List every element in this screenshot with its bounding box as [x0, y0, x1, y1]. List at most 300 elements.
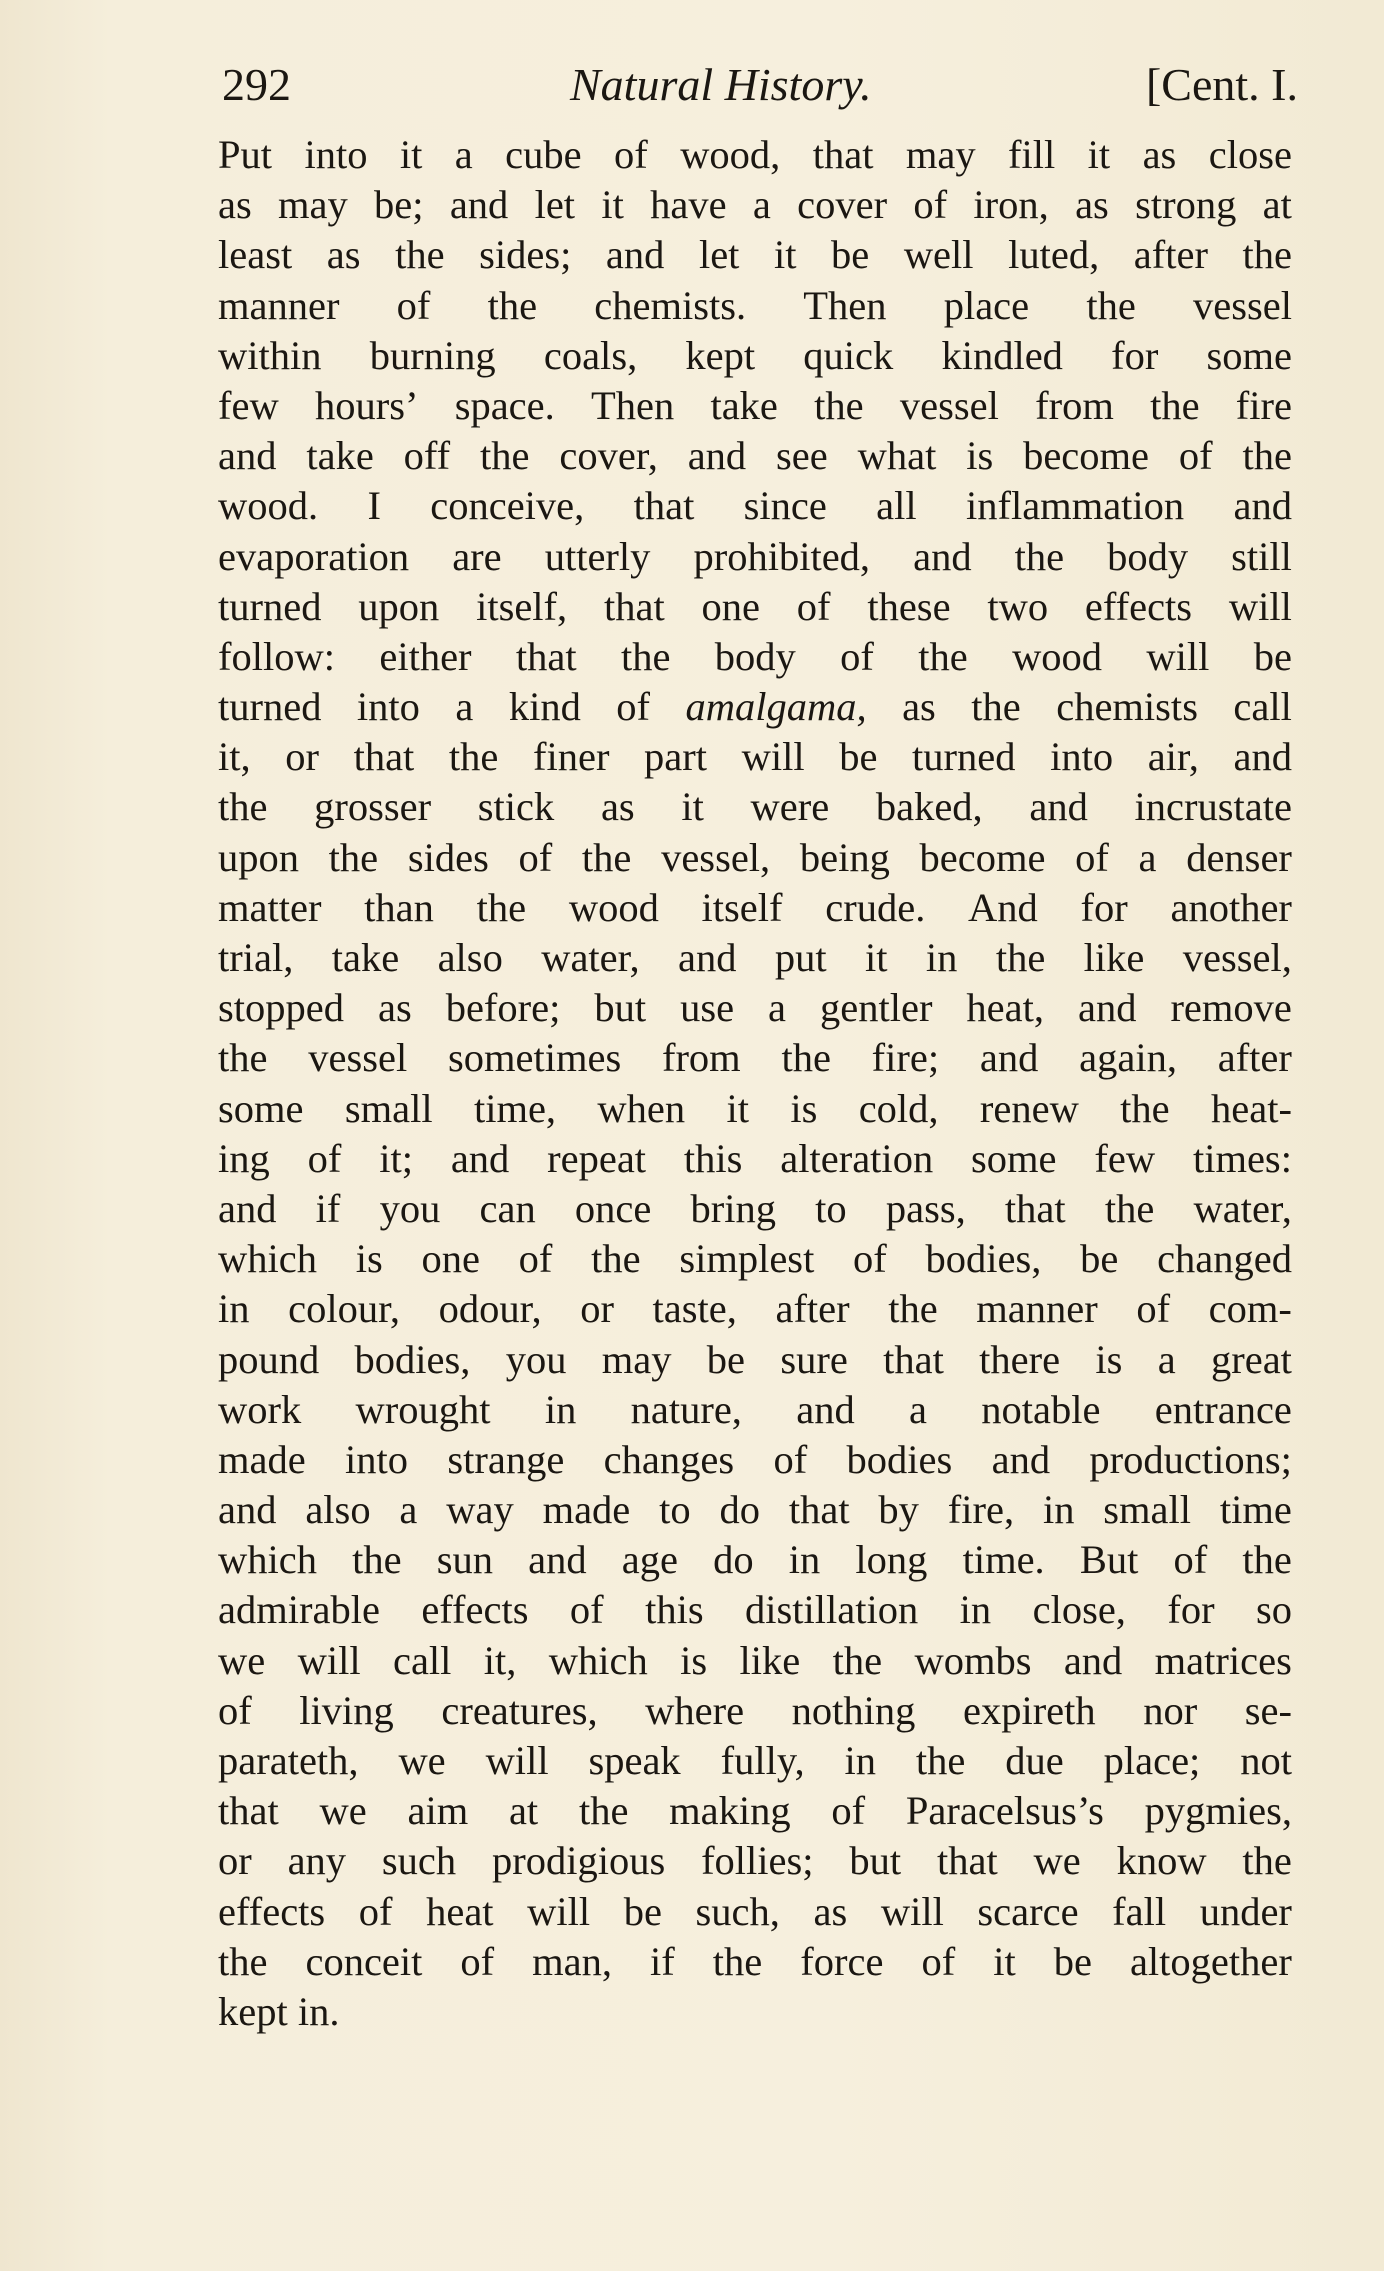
word: making [669, 1788, 791, 1834]
word: call [392, 1637, 452, 1683]
word: way [446, 1487, 514, 1533]
word: man, [532, 1938, 613, 1984]
word: prohibited, [693, 533, 871, 579]
word: coals, [543, 332, 638, 378]
word: denser [1186, 834, 1292, 880]
word: into [304, 132, 368, 177]
word: finer [532, 734, 610, 780]
word: hours’ [314, 382, 419, 428]
word: evaporation [218, 533, 410, 579]
word: place [943, 282, 1030, 328]
word: wood [1012, 633, 1103, 679]
text-line [218, 1234, 1292, 1284]
running-title: Natural History. [570, 59, 872, 110]
word: a [1138, 834, 1157, 880]
word: of [831, 1788, 866, 1834]
word: for [1167, 1587, 1215, 1633]
word: productions; [1089, 1436, 1292, 1482]
word: a [455, 684, 474, 730]
word: nothing [791, 1687, 916, 1733]
text-line [218, 1937, 1292, 1987]
word: inflammation [965, 483, 1185, 529]
word: stick [477, 784, 555, 830]
word: upon [358, 583, 440, 629]
word: if [650, 1938, 675, 1984]
word: nor [1143, 1687, 1198, 1733]
word: is [355, 1236, 383, 1282]
word: we [398, 1738, 446, 1783]
word: of [773, 1436, 808, 1482]
word: where [645, 1687, 745, 1733]
word: kept [685, 332, 756, 378]
text-line [218, 230, 1292, 280]
word: another [1170, 884, 1292, 930]
word: the [915, 1738, 966, 1783]
word: and [1063, 1637, 1123, 1683]
word: altogether [1129, 1938, 1292, 1984]
word: strange [447, 1436, 565, 1482]
word: and [218, 1185, 277, 1231]
word: the [1242, 232, 1292, 278]
word: cover [797, 182, 888, 228]
word: sides [407, 834, 489, 880]
word: the [888, 1286, 938, 1332]
word: all [876, 483, 917, 529]
word: of [1173, 1537, 1208, 1583]
word: and [218, 1487, 277, 1533]
word: be [839, 734, 878, 780]
page-number: 292 [222, 59, 291, 110]
word: pound [218, 1336, 320, 1382]
text-line [218, 1836, 1292, 1886]
word: the [487, 282, 538, 328]
word: space. [454, 382, 555, 428]
word: prodigious [491, 1838, 666, 1884]
word: still [1231, 533, 1292, 579]
word: few [1094, 1135, 1156, 1181]
word: sun [436, 1537, 494, 1583]
word: part [644, 734, 707, 780]
word: quick [803, 332, 894, 378]
word: some [971, 1135, 1057, 1181]
word: which [548, 1637, 648, 1683]
word: of [840, 633, 874, 679]
word: in [544, 1386, 577, 1432]
word: the [832, 1637, 883, 1683]
word: fall [1112, 1888, 1167, 1934]
word: cold, [858, 1085, 939, 1131]
word: the [1242, 1537, 1292, 1583]
word: trial, [218, 935, 294, 980]
word: admirable [218, 1587, 380, 1633]
word: in [925, 935, 958, 980]
word: have [650, 182, 727, 228]
section-label: [Cent. I. [1145, 59, 1298, 110]
word: do [713, 1537, 754, 1583]
word: time. [962, 1537, 1045, 1583]
word: cover, [559, 433, 658, 479]
word: it [399, 132, 423, 177]
word: due [1005, 1738, 1064, 1783]
word: of [796, 583, 831, 629]
word: also [305, 1487, 371, 1533]
text-line [218, 1485, 1292, 1535]
text-line-last: kept in. [218, 1988, 340, 2034]
word: the [1086, 282, 1136, 328]
word: of [1136, 1286, 1171, 1332]
word: a [768, 985, 787, 1031]
word: conceive, [430, 483, 585, 529]
word: nature, [630, 1386, 742, 1432]
word: well [903, 232, 974, 278]
text-line [218, 431, 1292, 481]
word: turned [218, 684, 322, 730]
word: two [987, 583, 1049, 629]
word: that [883, 1336, 944, 1382]
word: the [781, 1035, 831, 1081]
word: effects [421, 1587, 529, 1633]
word: sure [780, 1336, 848, 1382]
word: the [480, 433, 530, 479]
word: of [614, 132, 648, 177]
word: the [814, 382, 864, 428]
word: of [616, 684, 651, 730]
word: renew [979, 1085, 1079, 1131]
word: take [710, 382, 778, 428]
word: like [1083, 935, 1145, 980]
word: is [790, 1085, 818, 1131]
word: the [395, 232, 445, 278]
word: wood. [218, 483, 319, 529]
word: what [857, 433, 937, 479]
word: living [299, 1687, 394, 1733]
word: and [449, 182, 509, 228]
word: place; [1103, 1738, 1201, 1783]
text-line [218, 732, 1292, 782]
word: being [799, 834, 890, 880]
word: Paracelsus’s [905, 1788, 1104, 1834]
word: and [979, 1035, 1039, 1081]
word: but [849, 1838, 902, 1884]
word: chemists [1056, 684, 1198, 730]
word: after [775, 1286, 850, 1332]
word: the [218, 1938, 268, 1984]
word: such [381, 1838, 457, 1884]
word: small [1103, 1487, 1192, 1533]
word: and [605, 232, 665, 278]
word: water, [541, 935, 640, 980]
word: call [1233, 684, 1292, 730]
body-text [218, 130, 1292, 2037]
word: follies; [701, 1838, 814, 1884]
word: not [1240, 1738, 1292, 1783]
word: after [1133, 232, 1208, 278]
word: water, [1193, 1185, 1292, 1231]
word: turned [218, 583, 322, 629]
word: may [905, 132, 976, 177]
text-line [218, 1134, 1292, 1184]
word: made [542, 1487, 631, 1533]
word: or [580, 1286, 614, 1332]
word: when [597, 1085, 686, 1131]
word: it [601, 182, 624, 228]
word: vessel [899, 382, 999, 428]
word: these [867, 583, 951, 629]
word: the [328, 834, 379, 880]
word: of [358, 1888, 393, 1934]
word: vessel, [661, 834, 771, 880]
word: use [680, 985, 735, 1031]
italic-term: amalgama, [685, 684, 867, 730]
word: as [902, 684, 936, 730]
word: the [448, 734, 499, 780]
word: from [661, 1035, 741, 1081]
word: a [399, 1487, 418, 1533]
word: let [534, 182, 576, 228]
word: fire, [947, 1487, 1015, 1533]
word: of [1075, 834, 1109, 880]
page-header [222, 58, 1298, 118]
word: take [331, 935, 400, 980]
text-line [218, 632, 1292, 682]
text-line [218, 1585, 1292, 1635]
text-line [218, 281, 1292, 331]
word: changed [1157, 1236, 1292, 1282]
word: but [594, 985, 647, 1031]
word: effects [1084, 583, 1193, 629]
word: of [307, 1135, 342, 1181]
word: bodies, [925, 1236, 1042, 1282]
text-line [218, 532, 1292, 582]
word: it [865, 935, 888, 980]
word: age [621, 1537, 678, 1583]
text-line [218, 1887, 1292, 1937]
word: we [1033, 1838, 1081, 1884]
word: and [218, 433, 277, 479]
word: which [218, 1236, 317, 1282]
word: it [993, 1938, 1016, 1984]
word: utterly [544, 533, 651, 579]
word: that [633, 483, 695, 529]
word: alteration [780, 1135, 934, 1181]
word: of [518, 834, 553, 880]
word: kind [508, 684, 581, 730]
word: under [1199, 1888, 1292, 1934]
word: times: [1192, 1135, 1292, 1181]
word: will [297, 1637, 361, 1683]
word: as [1075, 182, 1109, 228]
word: as [600, 784, 635, 830]
word: aim [407, 1788, 469, 1834]
word: the [1104, 1185, 1155, 1231]
word: close, [1032, 1587, 1126, 1633]
word: itself [701, 884, 783, 930]
word: heat- [1211, 1085, 1292, 1131]
word: such, [695, 1888, 780, 1934]
word: be [623, 1888, 662, 1934]
word: and [796, 1386, 855, 1432]
word: upon [218, 834, 299, 880]
text-line [218, 1184, 1292, 1234]
word: the [1014, 533, 1065, 579]
word: Put [218, 132, 273, 177]
word: gentler [820, 985, 933, 1031]
word: cube [505, 132, 582, 177]
word: the [476, 884, 527, 930]
word: air, [1147, 734, 1199, 780]
word: and [528, 1537, 587, 1583]
text-line [218, 983, 1292, 1033]
word: wood [568, 884, 659, 930]
word: if [315, 1185, 341, 1231]
word: it [773, 232, 797, 278]
text-line [218, 331, 1292, 381]
word: fully, [720, 1738, 805, 1783]
word: heat, [966, 985, 1045, 1031]
word: become [1023, 433, 1150, 479]
word: is [680, 1637, 708, 1683]
word: be [831, 232, 870, 278]
word: wood, [680, 132, 781, 177]
word: we [218, 1637, 266, 1683]
word: which [218, 1537, 317, 1583]
word: great [1210, 1336, 1292, 1382]
word: for [1080, 884, 1128, 930]
text-line [218, 130, 1292, 180]
word: body [714, 633, 796, 679]
text-line [218, 1033, 1292, 1083]
word: the [591, 1236, 641, 1282]
word: stopped [218, 985, 344, 1031]
text-line [218, 381, 1292, 431]
word: But [1079, 1537, 1139, 1583]
word: the [712, 1938, 763, 1984]
word: iron, [973, 182, 1049, 228]
word: speak [588, 1738, 681, 1783]
word: once [574, 1185, 652, 1231]
word: of [396, 282, 431, 328]
word: into [345, 1436, 409, 1482]
word: do [719, 1487, 760, 1533]
word: of [518, 1236, 553, 1282]
word: will [741, 734, 805, 780]
word: luted, [1008, 232, 1100, 278]
word: we [319, 1788, 367, 1834]
word: as [813, 1888, 848, 1934]
word: ing [218, 1135, 270, 1181]
word: or [285, 734, 319, 780]
word: it; [379, 1135, 413, 1181]
word: that [812, 132, 874, 177]
word: either [379, 633, 472, 679]
word: time [1219, 1487, 1292, 1533]
word: body [1107, 533, 1189, 579]
word: and [1077, 985, 1137, 1031]
word: it [681, 784, 704, 830]
text-line [218, 180, 1292, 230]
word: also [437, 935, 503, 980]
word: manner [218, 282, 340, 328]
text-line [218, 1535, 1292, 1585]
word: chemists. [594, 282, 747, 328]
word: crude. [825, 884, 926, 930]
word: of [921, 1938, 956, 1984]
word: pygmies, [1144, 1788, 1292, 1834]
text-line [218, 582, 1292, 632]
word: sometimes [447, 1035, 622, 1081]
word: manner [976, 1286, 1098, 1332]
word: it [726, 1085, 749, 1131]
word: vessel [308, 1035, 408, 1081]
word: strong [1135, 182, 1237, 228]
word: bodies [846, 1436, 953, 1482]
text-line [218, 883, 1292, 933]
word: than [364, 884, 434, 930]
word: fire [1235, 382, 1292, 428]
word: and [913, 533, 972, 579]
word: some [1206, 332, 1292, 378]
word: let [698, 232, 740, 278]
word: a [752, 182, 771, 228]
word: pass, [885, 1185, 966, 1231]
word: the [352, 1537, 402, 1583]
word: off [403, 433, 451, 479]
word: and [450, 1135, 510, 1181]
word: will [1228, 583, 1292, 629]
word: the [218, 784, 268, 830]
word: vessel, [1182, 935, 1292, 980]
word: a [908, 1386, 927, 1432]
word: this [683, 1135, 743, 1181]
word: may [601, 1336, 672, 1382]
word: distillation [745, 1587, 919, 1633]
word: odour, [438, 1286, 542, 1332]
word: it, [483, 1637, 517, 1683]
word: or [218, 1838, 252, 1884]
word: is [966, 433, 994, 479]
word: heat [426, 1888, 494, 1934]
word: of [218, 1687, 252, 1733]
word: in [959, 1587, 992, 1633]
word: small [344, 1085, 433, 1131]
word: at [1262, 182, 1292, 228]
word: itself, [476, 583, 568, 629]
word: Then [803, 282, 887, 328]
word: since [743, 483, 827, 529]
word: be [1253, 633, 1292, 679]
text-line [218, 1335, 1292, 1385]
word: taste, [652, 1286, 737, 1332]
word: as [1142, 132, 1177, 177]
word: matrices [1154, 1637, 1292, 1683]
word: be [1080, 1236, 1119, 1282]
word: effects [218, 1888, 326, 1934]
text-line [218, 833, 1292, 883]
word: the [971, 684, 1021, 730]
word: of [460, 1938, 495, 1984]
word: matter [218, 884, 322, 930]
word: so [1255, 1587, 1292, 1633]
word: be; [374, 182, 424, 228]
word: it, [218, 734, 251, 780]
word: that [1004, 1185, 1066, 1231]
word: by [878, 1487, 919, 1533]
word: that [353, 734, 415, 780]
word: And [968, 884, 1038, 930]
word: the [218, 1035, 268, 1081]
word: wombs [914, 1637, 1032, 1683]
word: is [1095, 1336, 1123, 1382]
